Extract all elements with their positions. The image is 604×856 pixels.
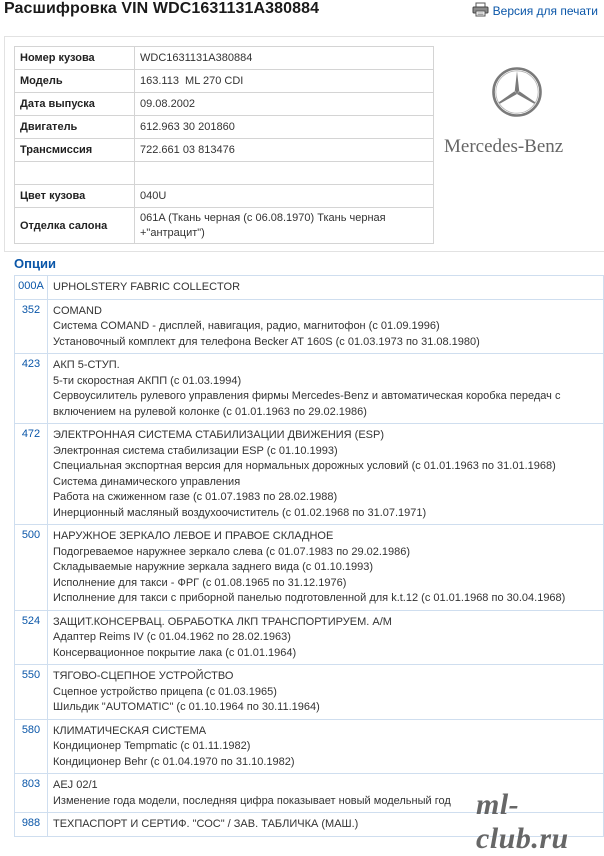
option-line: Сервоусилитель рулевого управления фирмы Mercedes-Benz и автоматическая коробка передач с xyxy=(53,390,561,402)
option-line: Адаптер Reims IV (с 01.04.1962 по 28.02.1963) xyxy=(53,631,291,643)
info-value: 722.661 03 813476 xyxy=(135,139,434,162)
option-row xyxy=(15,665,604,720)
option-line: Шильдик "AUTOMATIC" (с 01.10.1964 по 30.11.1964) xyxy=(53,701,320,713)
info-value: 612.963 30 201860 xyxy=(135,116,434,139)
option-line: ТЯГОВО-СЦЕПНОЕ УСТРОЙСТВО xyxy=(53,670,234,682)
page-title: Расшифровка VIN WDC1631131A380884 xyxy=(4,0,320,17)
option-line: 5-ти скоростная АКПП (с 01.03.1994) xyxy=(53,374,242,387)
option-description xyxy=(48,665,604,720)
option-line: Подогреваемое наружнее зеркало слева (с 01.07.1983 по 29.02.1986) xyxy=(53,545,411,558)
info-row-color xyxy=(15,185,434,208)
option-line: Установочный комплект для телефона Becker AT 160S (с 01.03.1973 по 31.08.1980) xyxy=(53,335,480,348)
info-value: 163.113 ML 270 CDI xyxy=(135,70,434,93)
info-label: Дата выпуска xyxy=(15,93,135,116)
info-row-date xyxy=(15,93,434,116)
option-code: 580 xyxy=(15,719,48,774)
option-code: 352 xyxy=(15,299,48,354)
option-line: UPHOLSTERY FABRIC COLLECTOR xyxy=(53,281,241,293)
option-line: Инерционный масляный воздухоочиститель (с 01.02.1968 по 31.07.1971) xyxy=(53,506,427,519)
option-line: Сцепное устройство прицепа (с 01.03.1965) xyxy=(53,685,277,698)
option-line: ЗАЩИТ.КОНСЕРВАЦ. ОБРАБОТКА ЛКП ТРАНСПОРТИРУЕМ. А/М xyxy=(53,615,392,628)
option-line: Кондиционер Tempmatic (с 01.11.1982) xyxy=(53,740,251,752)
option-code: 500 xyxy=(15,525,48,611)
option-code: 472 xyxy=(15,424,48,525)
option-description xyxy=(48,719,604,774)
info-value-line: +"антрацит") xyxy=(140,226,205,239)
info-row-engine xyxy=(15,116,434,139)
info-value: WDC1631131A380884 xyxy=(135,47,434,70)
option-line: Электронная система стабилизации ESP (с 01.10.1993) xyxy=(53,444,338,457)
option-line: COMAND xyxy=(53,304,102,317)
info-value-line: 061A (Ткань черная (с 06.08.1970) Ткань черная xyxy=(140,211,386,224)
printer-icon xyxy=(472,2,489,20)
option-row xyxy=(15,719,604,774)
vehicle-info-table xyxy=(14,46,434,244)
option-line: НАРУЖНОЕ ЗЕРКАЛО ЛЕВОЕ И ПРАВОЕ СКЛАДНОЕ xyxy=(53,530,334,542)
info-label: Номер кузова xyxy=(15,47,135,70)
options-heading: Опции xyxy=(14,256,56,271)
option-row xyxy=(15,610,604,665)
print-version-label: Версия для печати xyxy=(492,4,598,18)
info-label: Двигатель xyxy=(15,116,135,139)
option-description xyxy=(48,354,604,424)
option-row xyxy=(15,525,604,611)
option-line: Работа на сжиженном газе (с 01.07.1983 по 28.02.1988) xyxy=(53,491,338,503)
option-description xyxy=(48,525,604,611)
option-description xyxy=(48,276,604,300)
info-row-interior xyxy=(15,208,434,244)
info-row-empty xyxy=(15,162,434,185)
option-code: 524 xyxy=(15,610,48,665)
option-row xyxy=(15,424,604,525)
info-row-vin xyxy=(15,47,434,70)
option-code: 550 xyxy=(15,665,48,720)
brand-logo xyxy=(444,66,594,158)
mercedes-star-icon xyxy=(491,66,594,123)
info-value xyxy=(135,208,434,244)
option-line: АКП 5-СТУП. xyxy=(53,359,120,371)
option-line: Система COMAND - дисплей, навигация, радио, магнитофон (с 01.09.1996) xyxy=(53,320,440,332)
option-row xyxy=(15,354,604,424)
option-description xyxy=(48,299,604,354)
option-line: Кондиционер Behr (с 01.04.1970 по 31.10.1982) xyxy=(53,755,295,768)
option-line: Специальная экспортная версия для нормальных дорожных условий (с 01.01.1963 по 31.01.1968) xyxy=(53,460,556,472)
option-line: включением на рулевой колонке (с 01.01.1963 по 29.02.1986) xyxy=(53,405,367,418)
options-table xyxy=(14,275,604,837)
option-line: ТЕХПАСПОРТ И СЕРТИФ. "СОС" / ЗАВ. ТАБЛИЧКА (МАШ.) xyxy=(53,818,359,830)
option-line: Исполнение для такси - ФРГ (с 01.08.1965 по 31.12.1976) xyxy=(53,576,347,589)
option-line: Консервационное покрытие лака (с 01.01.1964) xyxy=(53,646,297,659)
brand-name: Mercedes-Benz xyxy=(444,136,564,157)
option-row xyxy=(15,299,604,354)
option-line: Складываемые наружние зеркала заднего вида (с 01.10.1993) xyxy=(53,561,374,573)
info-label: Трансмиссия xyxy=(15,139,135,162)
option-line: Система динамического управления xyxy=(53,475,241,488)
option-code: 803 xyxy=(15,774,48,813)
option-line: Исполнение для такси с приборной панелью подготовленной для k.t.12 (с 01.01.1968 по 30.04.1968) xyxy=(53,592,566,604)
option-code: 000A xyxy=(15,276,48,300)
option-line: AEJ 02/1 xyxy=(53,779,98,791)
option-row xyxy=(15,276,604,300)
info-label: Цвет кузова xyxy=(15,185,135,208)
option-description xyxy=(48,424,604,525)
info-value: 040U xyxy=(135,185,434,208)
option-code: 423 xyxy=(15,354,48,424)
option-line: КЛИМАТИЧЕСКАЯ СИСТЕМА xyxy=(53,724,207,737)
info-label: Отделка салона xyxy=(15,208,135,244)
info-label: Модель xyxy=(15,70,135,93)
option-line: ЭЛЕКТРОННАЯ СИСТЕМА СТАБИЛИЗАЦИИ ДВИЖЕНИЯ (ESP) xyxy=(53,429,385,441)
option-line: Изменение года модели, последняя цифра показывает новый модельный год xyxy=(53,794,451,807)
option-code: 988 xyxy=(15,813,48,837)
print-version-link[interactable] xyxy=(472,2,598,20)
watermark-logo: ml-club.ru xyxy=(476,788,569,855)
info-row-transmission xyxy=(15,139,434,162)
info-value: 09.08.2002 xyxy=(135,93,434,116)
option-description xyxy=(48,610,604,665)
info-row-model xyxy=(15,70,434,93)
